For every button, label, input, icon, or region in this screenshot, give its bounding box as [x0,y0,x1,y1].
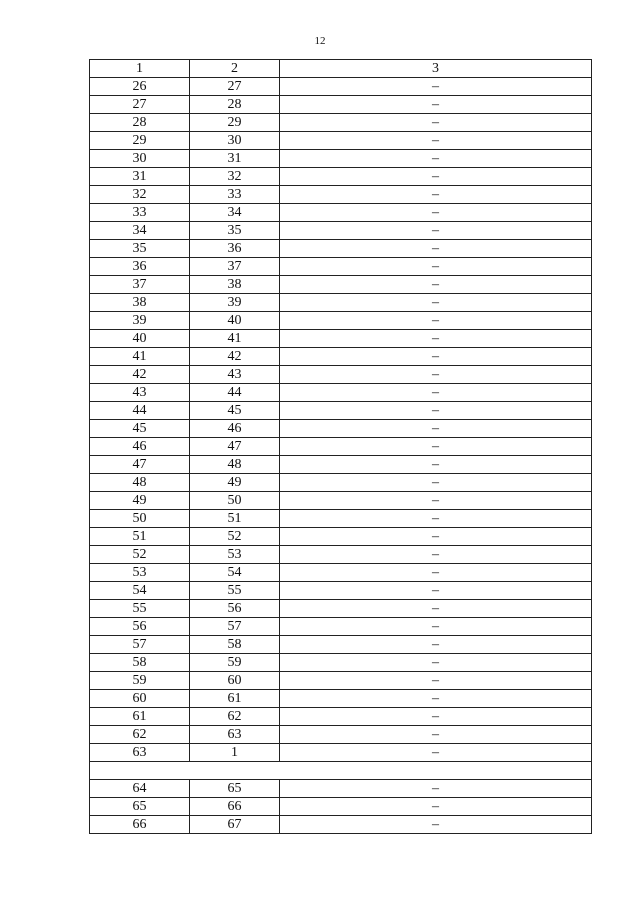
table-cell-col3: – [280,132,592,150]
table-row [90,222,592,240]
table-row [90,204,592,222]
table-cell-col3: – [280,294,592,312]
table-cell-col1: 33 [90,204,190,222]
table-cell-col1: 48 [90,474,190,492]
table-cell-col3: – [280,78,592,96]
table-cell-col2: 43 [190,366,280,384]
table-row [90,780,592,798]
table-row [90,456,592,474]
table-cell-col3: – [280,384,592,402]
table-cell-col1: 27 [90,96,190,114]
table-cell-col1: 60 [90,690,190,708]
table-separator-row [90,762,592,780]
table-row [90,366,592,384]
table-cell-col1: 52 [90,546,190,564]
table-cell-col1: 59 [90,672,190,690]
table-cell-col1: 43 [90,384,190,402]
table-cell-col3: – [280,690,592,708]
table-row [90,726,592,744]
table-cell-col1: 36 [90,258,190,276]
table-cell-col1: 57 [90,636,190,654]
table-cell-col2: 31 [190,150,280,168]
table-cell-col2: 28 [190,96,280,114]
table-cell-col2: 32 [190,168,280,186]
table-cell-col2: 49 [190,474,280,492]
table-row [90,672,592,690]
table-cell-col2: 60 [190,672,280,690]
table-cell-col2: 52 [190,528,280,546]
table-cell-col1: 51 [90,528,190,546]
table-row [90,276,592,294]
table-cell-col3: – [280,636,592,654]
table-row [90,546,592,564]
table-header-row [90,60,592,78]
table-cell-col1: 50 [90,510,190,528]
table-cell-col1: 49 [90,492,190,510]
table-cell-col1: 28 [90,114,190,132]
column-header-2: 2 [190,60,280,78]
table-cell-col1: 56 [90,618,190,636]
table-cell-col3: – [280,816,592,834]
table-cell-col3: – [280,96,592,114]
table-cell-col3: – [280,402,592,420]
table-cell-col3: – [280,798,592,816]
table-cell-col2: 54 [190,564,280,582]
table-cell-col2: 33 [190,186,280,204]
table-cell-col1: 29 [90,132,190,150]
table-cell-col1: 44 [90,402,190,420]
table-row [90,168,592,186]
table-cell-col1: 62 [90,726,190,744]
table-row [90,744,592,762]
table-cell-col2: 53 [190,546,280,564]
table-cell-col2: 27 [190,78,280,96]
table-cell-col1: 55 [90,600,190,618]
table-cell-col2: 61 [190,690,280,708]
table-row [90,510,592,528]
data-table [89,59,592,834]
table-row [90,654,592,672]
table-cell-col2: 39 [190,294,280,312]
table-row [90,294,592,312]
table-cell-col3: – [280,222,592,240]
table-cell-col2: 38 [190,276,280,294]
table-separator-cell [90,762,592,780]
table-row [90,528,592,546]
table-row [90,420,592,438]
table-cell-col2: 48 [190,456,280,474]
table-cell-col2: 30 [190,132,280,150]
table-cell-col2: 1 [190,744,280,762]
table-cell-col1: 66 [90,816,190,834]
table-row [90,564,592,582]
table-cell-col1: 63 [90,744,190,762]
table-cell-col3: – [280,744,592,762]
table-row [90,402,592,420]
table-cell-col1: 64 [90,780,190,798]
table-cell-col3: – [280,726,592,744]
table-cell-col3: – [280,492,592,510]
table-cell-col3: – [280,474,592,492]
table-cell-col3: – [280,708,592,726]
table-cell-col3: – [280,456,592,474]
table-cell-col2: 41 [190,330,280,348]
table-row [90,78,592,96]
table-cell-col2: 35 [190,222,280,240]
table-row [90,690,592,708]
page-number: 12 [314,35,326,47]
table-cell-col3: – [280,186,592,204]
table-cell-col1: 39 [90,312,190,330]
table-cell-col2: 67 [190,816,280,834]
table-cell-col2: 57 [190,618,280,636]
table-cell-col3: – [280,366,592,384]
table-cell-col1: 54 [90,582,190,600]
table-row [90,258,592,276]
table-cell-col3: – [280,546,592,564]
table-cell-col2: 59 [190,654,280,672]
table-cell-col2: 42 [190,348,280,366]
table-cell-col2: 29 [190,114,280,132]
table-cell-col1: 30 [90,150,190,168]
table-cell-col3: – [280,204,592,222]
table-row [90,708,592,726]
table-cell-col3: – [280,780,592,798]
table-cell-col2: 37 [190,258,280,276]
table-row [90,636,592,654]
table-cell-col3: – [280,240,592,258]
table-cell-col3: – [280,564,592,582]
table-cell-col1: 47 [90,456,190,474]
table-cell-col1: 40 [90,330,190,348]
table-cell-col1: 32 [90,186,190,204]
table-row [90,240,592,258]
table-cell-col1: 34 [90,222,190,240]
table-row [90,96,592,114]
table-cell-col3: – [280,312,592,330]
table-row [90,348,592,366]
table-cell-col2: 44 [190,384,280,402]
table-cell-col3: – [280,618,592,636]
table-row [90,150,592,168]
table-cell-col2: 62 [190,708,280,726]
table-row [90,114,592,132]
table-cell-col2: 34 [190,204,280,222]
table-cell-col2: 46 [190,420,280,438]
table-cell-col1: 26 [90,78,190,96]
table-cell-col3: – [280,672,592,690]
table-cell-col1: 41 [90,348,190,366]
table-cell-col3: – [280,438,592,456]
table-row [90,600,592,618]
table-cell-col2: 56 [190,600,280,618]
table-cell-col1: 37 [90,276,190,294]
table-cell-col1: 58 [90,654,190,672]
table-cell-col1: 53 [90,564,190,582]
table-cell-col2: 51 [190,510,280,528]
table-cell-col2: 58 [190,636,280,654]
table-cell-col2: 63 [190,726,280,744]
table-row [90,816,592,834]
table-cell-col3: – [280,600,592,618]
table-cell-col3: – [280,150,592,168]
table-row [90,474,592,492]
table-cell-col2: 40 [190,312,280,330]
table-cell-col3: – [280,582,592,600]
table-cell-col3: – [280,510,592,528]
table-cell-col2: 50 [190,492,280,510]
table-row [90,312,592,330]
table-cell-col1: 38 [90,294,190,312]
table-cell-col1: 65 [90,798,190,816]
table-row [90,132,592,150]
table-cell-col2: 66 [190,798,280,816]
table-cell-col2: 36 [190,240,280,258]
column-header-1: 1 [90,60,190,78]
table-row [90,618,592,636]
table-cell-col2: 45 [190,402,280,420]
table-cell-col3: – [280,330,592,348]
table-body [90,60,592,834]
table-row [90,438,592,456]
table-cell-col3: – [280,420,592,438]
table-cell-col3: – [280,528,592,546]
table-cell-col3: – [280,168,592,186]
table-row [90,492,592,510]
table-cell-col1: 45 [90,420,190,438]
table-cell-col1: 46 [90,438,190,456]
table-row [90,582,592,600]
table-cell-col3: – [280,654,592,672]
table-row [90,384,592,402]
table-row [90,186,592,204]
table-cell-col1: 35 [90,240,190,258]
table-row [90,798,592,816]
table-row [90,330,592,348]
table-cell-col3: – [280,258,592,276]
table-cell-col1: 61 [90,708,190,726]
table-cell-col2: 65 [190,780,280,798]
table-cell-col2: 55 [190,582,280,600]
table-cell-col1: 42 [90,366,190,384]
table-cell-col1: 31 [90,168,190,186]
table-cell-col3: – [280,348,592,366]
table-cell-col3: – [280,114,592,132]
table-cell-col2: 47 [190,438,280,456]
column-header-3: 3 [280,60,592,78]
table-cell-col3: – [280,276,592,294]
